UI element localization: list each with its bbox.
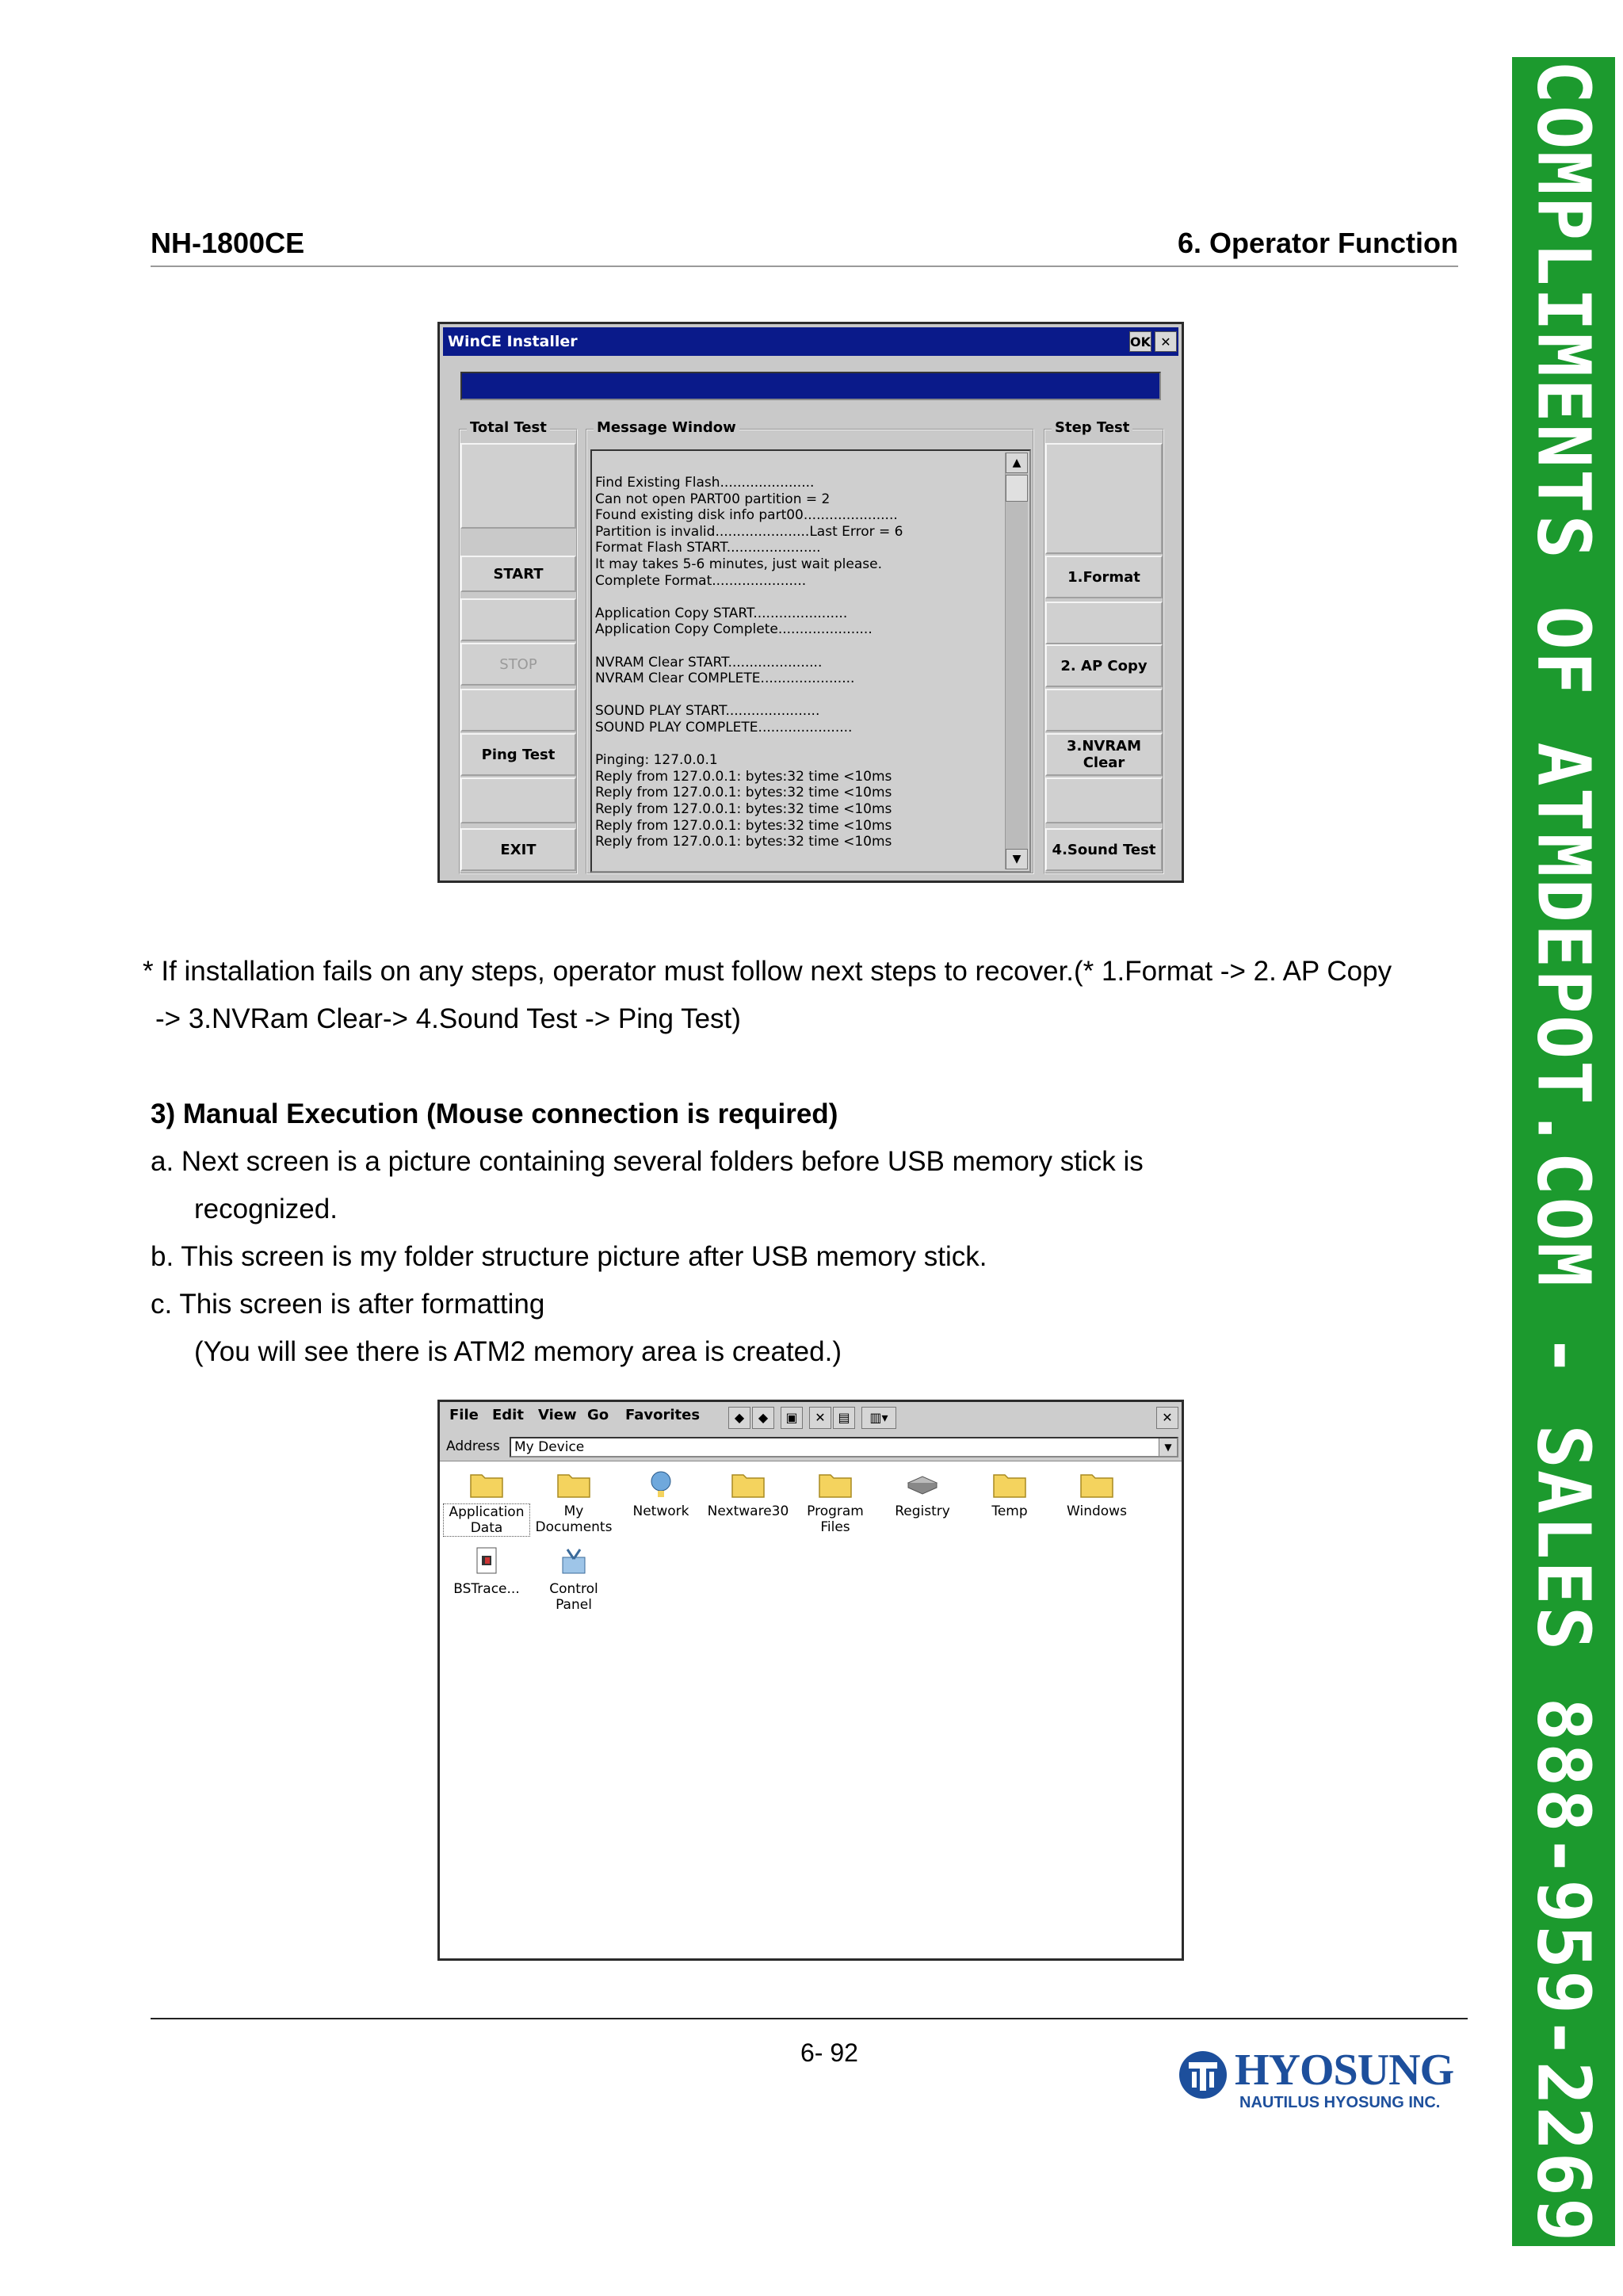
installer-title: WinCE Installer — [448, 333, 578, 350]
blank-panel-5 — [1045, 443, 1163, 554]
menu-view[interactable]: View — [538, 1407, 577, 1423]
item-network[interactable]: Network — [617, 1469, 705, 1519]
page-number: 6- 92 — [800, 2038, 858, 2067]
registry-icon — [905, 1469, 940, 1499]
blank-panel-8 — [1045, 777, 1163, 823]
sound-test-button[interactable]: 4.Sound Test — [1045, 828, 1163, 871]
step-test-label: Step Test — [1052, 419, 1132, 436]
scroll-down-icon[interactable]: ▼ — [1006, 849, 1028, 869]
menu-edit[interactable]: Edit — [492, 1407, 524, 1423]
recovery-note-line-1: * If installation fails on any steps, operator must follow next steps to recover.(* 1.Format -> 2. AP Copy — [143, 956, 1392, 987]
message-line: Reply from 127.0.0.1: bytes:32 time <10ms — [595, 785, 892, 801]
banner-text: COMPLIMENTS OF ATMDEPOT.COM - SALES 888-959-2269 — [1521, 59, 1606, 2244]
message-line: Found existing disk info part00...................... — [595, 507, 898, 524]
message-line: SOUND PLAY START...................... — [595, 703, 820, 720]
section-title: 3) Manual Execution (Mouse connection is required) — [151, 1098, 838, 1129]
folder-program-files[interactable]: Program Files — [792, 1469, 879, 1535]
views-icon[interactable]: ▥▾ — [861, 1407, 896, 1429]
blank-panel-3 — [460, 689, 576, 732]
menu-favorites[interactable]: Favorites — [625, 1407, 701, 1423]
blank-panel-4 — [460, 777, 576, 823]
exit-button[interactable]: EXIT — [460, 828, 576, 871]
menu-go[interactable]: Go — [587, 1407, 609, 1423]
message-line: Format Flash START...................... — [595, 540, 821, 556]
folder-icon — [818, 1469, 853, 1499]
hyosung-emblem-icon — [1178, 2050, 1228, 2100]
item-bstrace[interactable]: BSTrace... — [443, 1546, 530, 1597]
header-rule — [151, 266, 1458, 267]
network-icon — [643, 1469, 678, 1499]
start-button[interactable]: START — [460, 556, 576, 592]
item-a-line-1: a. Next screen is a picture containing several folders before USB memory stick is — [151, 1146, 1144, 1177]
folder-icon — [469, 1469, 504, 1499]
message-window-label: Message Window — [594, 419, 739, 436]
message-line: Application Copy Complete...................... — [595, 621, 873, 638]
format-button[interactable]: 1.Format — [1045, 556, 1163, 598]
message-line: Reply from 127.0.0.1: bytes:32 time <10ms — [595, 834, 892, 850]
address-bar — [440, 1434, 1182, 1461]
message-line: Pinging: 127.0.0.1 — [595, 752, 718, 769]
stop-button[interactable]: STOP — [460, 643, 576, 686]
item-registry[interactable]: Registry — [879, 1469, 966, 1519]
blank-panel-6 — [1045, 602, 1163, 644]
message-line: It may takes 5-6 minutes, just wait please. — [595, 556, 883, 572]
progress-bar — [460, 372, 1161, 400]
scroll-thumb[interactable] — [1006, 475, 1028, 502]
folder-icon — [1079, 1469, 1114, 1499]
folder-application-data[interactable]: Application Data — [443, 1469, 530, 1537]
brand-name: HYOSUNG — [1235, 2046, 1454, 2095]
message-line: Complete Format...................... — [595, 572, 807, 589]
dropdown-arrow-icon[interactable]: ▼ — [1159, 1438, 1177, 1456]
item-b: b. This screen is my folder structure picture after USB memory stick. — [151, 1241, 987, 1272]
message-window[interactable] — [590, 449, 1031, 873]
folder-icon — [992, 1469, 1027, 1499]
hyosung-logo — [1178, 2046, 1455, 2118]
message-line: Can not open PART00 partition = 2 — [595, 491, 831, 507]
address-value: My Device — [514, 1439, 585, 1455]
ping-test-button[interactable]: Ping Test — [460, 733, 576, 776]
blank-panel-1 — [460, 443, 576, 529]
total-test-label: Total Test — [467, 419, 550, 436]
doc-model: NH-1800CE — [151, 227, 305, 259]
message-line: Partition is invalid......................Last Error = 6 — [595, 523, 903, 540]
message-line: Reply from 127.0.0.1: bytes:32 time <10ms — [595, 817, 892, 834]
doc-section: 6. Operator Function — [1177, 227, 1458, 259]
footer-rule — [151, 2018, 1468, 2019]
item-c-line-2: (You will see there is ATM2 memory area is created.) — [194, 1336, 842, 1367]
folder-temp[interactable]: Temp — [966, 1469, 1053, 1519]
wince-installer-window — [437, 322, 1184, 883]
menu-file[interactable]: File — [449, 1407, 479, 1423]
delete-icon[interactable]: ✕ — [809, 1407, 831, 1429]
blank-panel-2 — [460, 598, 576, 641]
address-input[interactable] — [510, 1437, 1178, 1457]
forward-icon[interactable]: ◆ — [752, 1407, 774, 1429]
brand-subtitle: NAUTILUS HYOSUNG INC. — [1239, 2094, 1441, 2111]
properties-icon[interactable]: ▤ — [833, 1407, 855, 1429]
menu-bar — [440, 1402, 1182, 1435]
folder-icon — [731, 1469, 766, 1499]
message-line: NVRAM Clear START...................... — [595, 654, 823, 670]
folder-windows[interactable]: Windows — [1053, 1469, 1140, 1519]
message-line: NVRAM Clear COMPLETE...................... — [595, 670, 855, 687]
explorer-window — [437, 1400, 1184, 1961]
item-a-line-2: recognized. — [194, 1194, 338, 1224]
message-line: Application Copy START...................... — [595, 605, 848, 621]
address-label: Address — [446, 1438, 500, 1454]
item-c-line-1: c. This screen is after formatting — [151, 1289, 545, 1320]
side-banner — [1512, 57, 1615, 2246]
ap-copy-button[interactable]: 2. AP Copy — [1045, 644, 1163, 687]
message-line: Reply from 127.0.0.1: bytes:32 time <10ms — [595, 801, 892, 817]
nvram-clear-button[interactable]: 3.NVRAM Clear — [1045, 733, 1163, 776]
close-icon[interactable]: ✕ — [1155, 331, 1177, 352]
folder-my-documents[interactable]: My Documents — [530, 1469, 617, 1535]
executable-icon — [469, 1546, 504, 1576]
back-icon[interactable]: ◆ — [728, 1407, 750, 1429]
close-icon[interactable]: ✕ — [1156, 1407, 1178, 1429]
control-panel-icon — [556, 1546, 591, 1576]
item-control-panel[interactable]: Control Panel — [530, 1546, 617, 1613]
installer-titlebar — [443, 327, 1178, 356]
message-line: SOUND PLAY COMPLETE...................... — [595, 720, 853, 735]
up-folder-icon[interactable]: ▣ — [781, 1407, 803, 1429]
recovery-note-line-2: -> 3.NVRam Clear-> 4.Sound Test -> Ping Test) — [155, 1003, 741, 1034]
scroll-up-icon[interactable]: ▲ — [1006, 453, 1028, 473]
ok-button[interactable]: OK — [1129, 331, 1151, 352]
blank-panel-7 — [1045, 689, 1163, 732]
folder-nextware30[interactable]: Nextware30 — [705, 1469, 792, 1519]
message-line: Reply from 127.0.0.1: bytes:32 time <10ms — [595, 768, 892, 785]
folder-icon — [556, 1469, 591, 1499]
message-line: Find Existing Flash...................... — [595, 475, 815, 491]
message-scrollbar[interactable] — [1005, 453, 1028, 869]
